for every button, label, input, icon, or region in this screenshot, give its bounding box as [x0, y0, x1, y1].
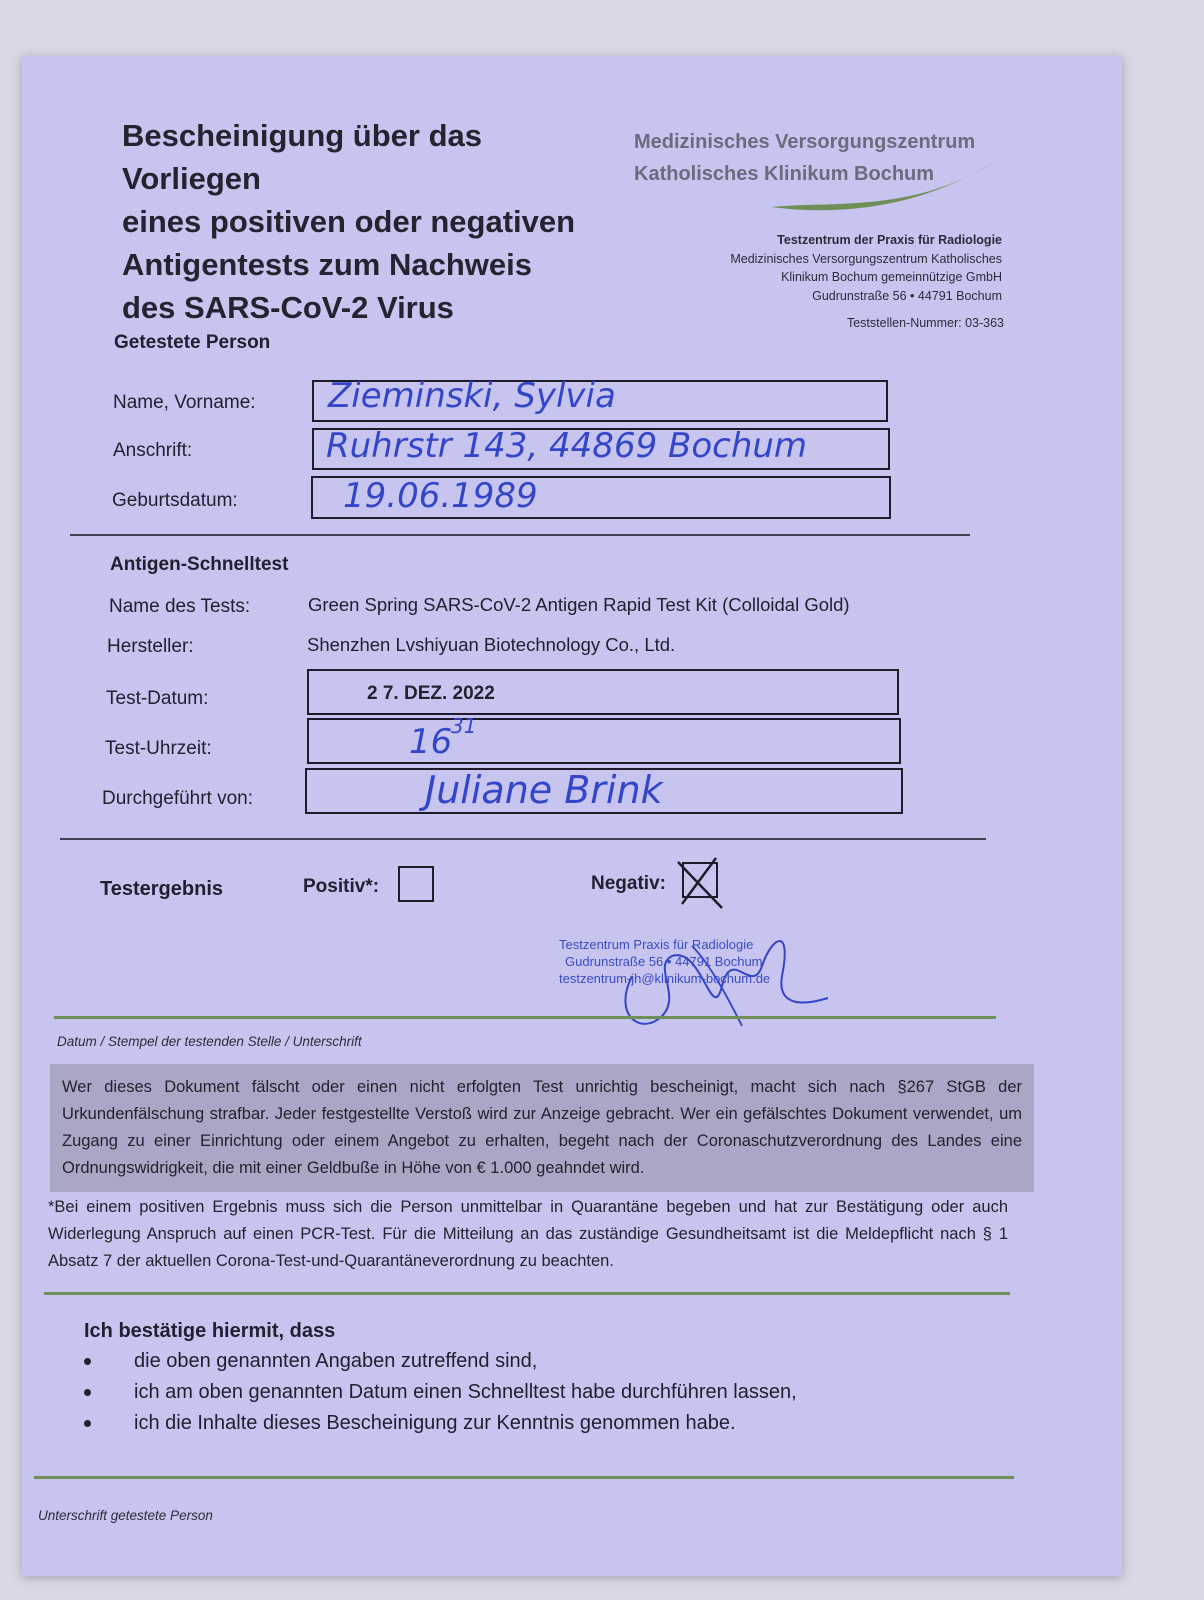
address-value: Ruhrstr 143, 44869 Bochum [326, 426, 808, 466]
divider [70, 534, 970, 536]
bullet-icon [84, 1358, 91, 1365]
test-name-label: Name des Tests: [109, 596, 251, 617]
divider [60, 838, 986, 840]
title-line: Antigentests zum Nachweis [122, 247, 532, 282]
stamp-line: testzentrum-jh@klinikum-bochum.de [559, 971, 771, 986]
performed-by-value: Juliane Brink [425, 768, 663, 812]
name-value: Zieminski, Sylvia [328, 376, 616, 416]
stamp-line: Testzentrum Praxis für Radiologie [559, 937, 754, 952]
stamp-line: Gudrunstraße 56 • 44791 Bochum [565, 954, 763, 969]
stamp-caption: Datum / Stempel der testenden Stelle / Unterschrift [57, 1034, 362, 1049]
divider [44, 1292, 1010, 1295]
org-name-line: Katholisches Klinikum Bochum [634, 163, 935, 185]
birth-label: Geburtsdatum: [112, 490, 238, 511]
address-line: Medizinisches Versorgungszentrum Katholisches [730, 251, 1002, 266]
bullet-icon [84, 1420, 91, 1427]
signature-caption: Unterschrift getestete Person [38, 1508, 213, 1523]
name-field[interactable] [312, 376, 888, 422]
title-line: Bescheinigung über das Vorliegen [122, 118, 483, 196]
org-name-line: Medizinisches Versorgungszentrum [634, 131, 976, 153]
positive-checkbox[interactable] [398, 866, 434, 902]
signature-line [54, 1016, 996, 1019]
maker-label: Hersteller: [107, 636, 194, 657]
bullet-icon [84, 1389, 91, 1396]
performed-by-label: Durchgeführt von: [102, 788, 254, 809]
performed-by-field[interactable] [305, 768, 903, 814]
issuer-address [642, 231, 1002, 305]
test-name-value: Green Spring SARS-CoV-2 Antigen Rapid Test Kit (Colloidal Gold) [308, 594, 850, 615]
list-item: ich am oben genannten Datum einen Schnelltest habe durchführen lassen, [84, 1377, 797, 1408]
birth-value: 19.06.1989 [343, 476, 538, 516]
confirmation-list [84, 1346, 797, 1439]
title-line: des SARS-CoV-2 Virus [122, 290, 454, 325]
test-date-field[interactable] [307, 669, 899, 715]
birth-field[interactable] [311, 476, 891, 519]
test-date-stamp: 2 7. DEZ. 2022 [367, 683, 495, 704]
logo-swoosh-icon [767, 151, 1007, 221]
certificate-paper [22, 56, 1122, 1576]
address-line: Testzentrum der Praxis für Radiologie [777, 233, 1002, 247]
test-heading: Antigen-Schnelltest [110, 554, 289, 575]
positive-result-note: *Bei einem positiven Ergebnis muss sich die Person unmittelbar in Quarantäne begeben und hat zur Bestätigung oder auch Widerlegung Anspruch auf einen PCR-Test. Für die Mitteilung an das zuständige Gesundheitsamt ist die Meldepflicht nach § 1 Absatz 7 der aktuellen Corona-Test-und-Quarantäneverordnung zu beachten. [48, 1198, 1008, 1270]
list-item: die oben genannten Angaben zutreffend sind, [84, 1346, 797, 1377]
test-date-label: Test-Datum: [106, 688, 209, 709]
positive-label: Positiv*: [303, 876, 380, 897]
address-line: Gudrunstraße 56 • 44791 Bochum [812, 288, 1002, 303]
name-label: Name, Vorname: [113, 392, 256, 413]
maker-value: Shenzhen Lvshiyuan Biotechnology Co., Ltd. [307, 634, 676, 655]
address-line: Klinikum Bochum gemeinnützige GmbH [781, 270, 1002, 284]
teststellen-nummer: Teststellen-Nummer: 03-363 [846, 316, 1004, 330]
person-heading: Getestete Person [114, 332, 271, 353]
title-line: eines positiven oder negativen [122, 204, 576, 239]
signature-line [34, 1476, 1014, 1479]
negative-label: Negativ: [591, 873, 666, 894]
negative-checkbox[interactable] [682, 862, 718, 898]
confirmation-heading: Ich bestätige hiermit, dass [84, 1320, 336, 1342]
list-item: ich die Inhalte dieses Bescheinigung zur Kenntnis genommen habe. [84, 1408, 797, 1439]
document-title [122, 114, 622, 329]
test-time-minutes: 31 [451, 714, 477, 738]
test-time-field[interactable] [307, 714, 901, 764]
cross-mark-icon [672, 854, 728, 914]
address-field[interactable] [312, 428, 890, 470]
address-label: Anschrift: [113, 440, 193, 461]
result-heading: Testergebnis [100, 878, 223, 900]
legal-warning: Wer dieses Dokument fälscht oder einen nicht erfolgten Test unrichtig bescheinigt, macht sich nach §267 StGB der Urkundenfälschung strafbar. Jeder festgestellte Verstoß wird zur Anzeige gebracht. Wer ein gefälschtes Dokument verwendet, um Zugang zu einer Einrichtung oder einem Angebot zu erhalten, begeht nach der Coronaschutzverordnung des Landes eine Ordnungswidrigkeit, die mit einer Geldbuße in Höhe von € 1.000 geahndet wird. [50, 1064, 1034, 1192]
test-time-label: Test-Uhrzeit: [105, 738, 212, 759]
test-time-hours: 16 [409, 722, 453, 762]
